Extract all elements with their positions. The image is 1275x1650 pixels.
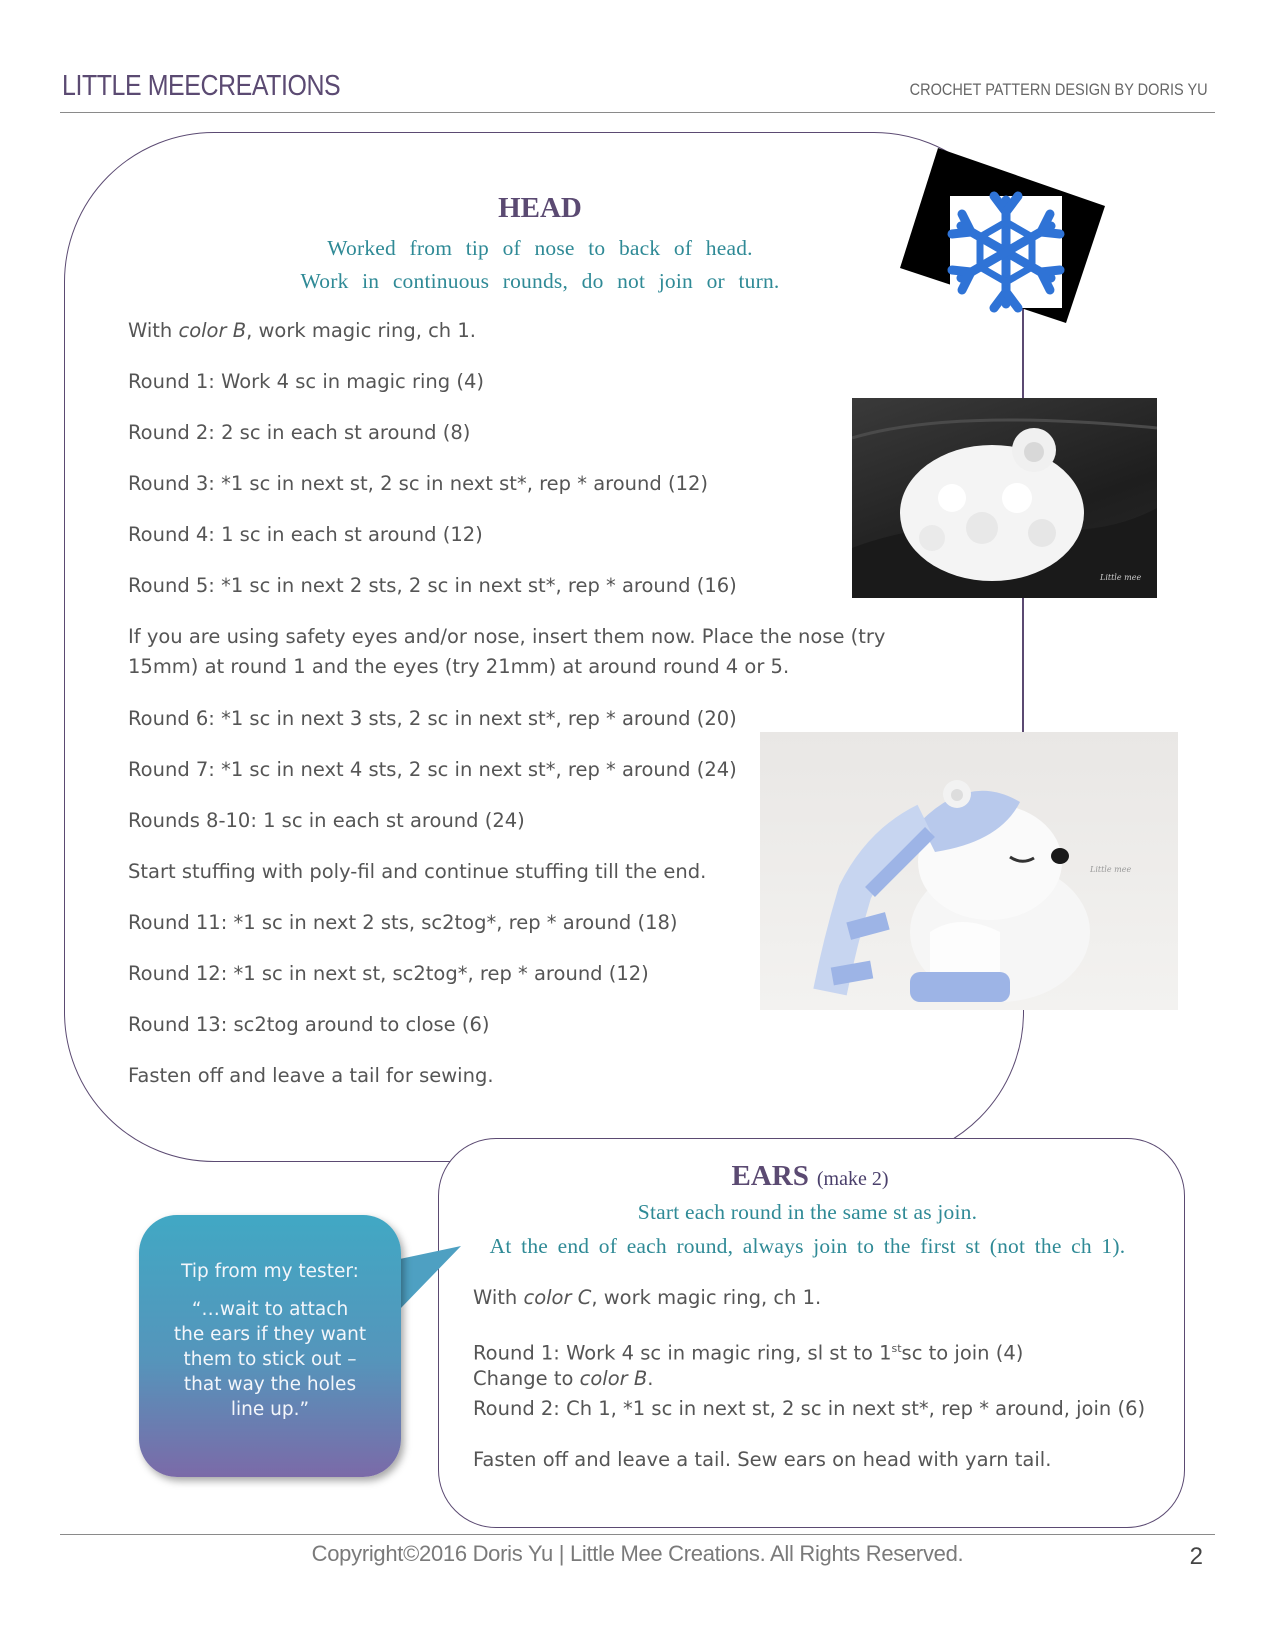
head-subtitle-2: Work in continuous rounds, do not join or turn.: [300, 269, 780, 293]
head-title: HEAD: [498, 192, 582, 224]
tip-line-1: “…wait to attach: [191, 1299, 349, 1320]
ears-change-color-name: color B: [579, 1367, 648, 1390]
ears-subtitle-2: At the end of each round, always join to the first st (not the ch 1).: [489, 1234, 1126, 1258]
head-round-2: Round 2: 2 sc in each st around (8): [128, 421, 471, 444]
head-stuffing-note: Start stuffing with poly-fil and continue stuffing till the end.: [128, 860, 707, 883]
head-subtitle-1: Worked from tip of nose to back of head.: [327, 236, 753, 260]
head-rounds-8-10: Rounds 8-10: 1 sc in each st around (24): [128, 809, 525, 832]
tip-heading: Tip from my tester:: [181, 1261, 359, 1282]
ears-intro: With color C, work magic ring, ch 1.: [473, 1286, 822, 1309]
footer-divider: [60, 1534, 1215, 1535]
head-round-5: Round 5: *1 sc in next 2 sts, 2 sc in next st*, rep * around (16): [128, 574, 737, 597]
footer-copyright: Copyright©2016 Doris Yu | Little Mee Creations. All Rights Reserved.: [311, 1541, 964, 1566]
photo1-watermark: Little mee: [1100, 573, 1142, 582]
head-intro: With color B, work magic ring, ch 1.: [128, 319, 476, 342]
designer-credit: CROCHET PATTERN DESIGN BY DORIS YU: [910, 81, 1208, 99]
ears-heading: [640, 1160, 980, 1193]
head-round-4: Round 4: 1 sc in each st around (12): [128, 523, 483, 546]
ears-make-count: (make 2): [816, 1168, 889, 1190]
head-fasten-off: Fasten off and leave a tail for sewing.: [128, 1064, 494, 1087]
ears-finish: Fasten off and leave a tail. Sew ears on head with yarn tail.: [473, 1448, 1052, 1471]
tip-line-2: the ears if they want: [173, 1324, 367, 1345]
tester-tip-bubble: [139, 1215, 401, 1477]
ears-subtitle-1: Start each round in the same st as join.: [637, 1200, 978, 1224]
photo-bear-head: [852, 398, 1157, 598]
header-divider: [60, 112, 1215, 113]
head-safety-note: If you are using safety eyes and/or nose, insert them now. Place the nose (try 15mm) at round 1 and the eyes (try 21mm) at around round 4 or 5.: [128, 625, 886, 678]
tip-line-4: that way the holes: [183, 1374, 357, 1395]
head-round-12: Round 12: *1 sc in next st, sc2tog*, rep * around (12): [128, 962, 649, 985]
head-intro-color: color B: [178, 319, 247, 342]
tip-bubble-pointer: [395, 1240, 465, 1330]
snowflake-graphic: [900, 148, 1105, 323]
page-number: 2: [1189, 1543, 1203, 1570]
tip-line-5: line up.”: [230, 1399, 310, 1420]
head-round-3: Round 3: *1 sc in next st, 2 sc in next st*, rep * around (12): [128, 472, 708, 495]
snowflake-icon: [900, 148, 1105, 323]
head-round-6: Round 6: *1 sc in next 3 sts, 2 sc in next st*, rep * around (20): [128, 707, 737, 730]
photo2-watermark: Little mee: [1090, 865, 1132, 874]
head-round-7: Round 7: *1 sc in next 4 sts, 2 sc in next st*, rep * around (24): [128, 758, 737, 781]
ears-round-1: Round 1: Work 4 sc in magic ring, sl st to 1stsc to join (4): [473, 1341, 1024, 1365]
ears-change-color: Change to color B.: [473, 1367, 654, 1390]
head-round-1: Round 1: Work 4 sc in magic ring (4): [128, 370, 484, 393]
photo-sleeping-bear: [760, 732, 1178, 1010]
head-round-11: Round 11: *1 sc in next 2 sts, sc2tog*, rep * around (18): [128, 911, 678, 934]
ears-round-2: Round 2: Ch 1, *1 sc in next st, 2 sc in next st*, rep * around, join (6): [473, 1397, 1146, 1420]
ears-intro-color: color C: [523, 1286, 592, 1309]
ears-title: EARS: [731, 1160, 809, 1192]
head-round-13: Round 13: sc2tog around to close (6): [128, 1013, 490, 1036]
brand-title: LITTLE MEECREATIONS: [62, 70, 341, 102]
tip-line-3: them to stick out –: [183, 1349, 357, 1370]
